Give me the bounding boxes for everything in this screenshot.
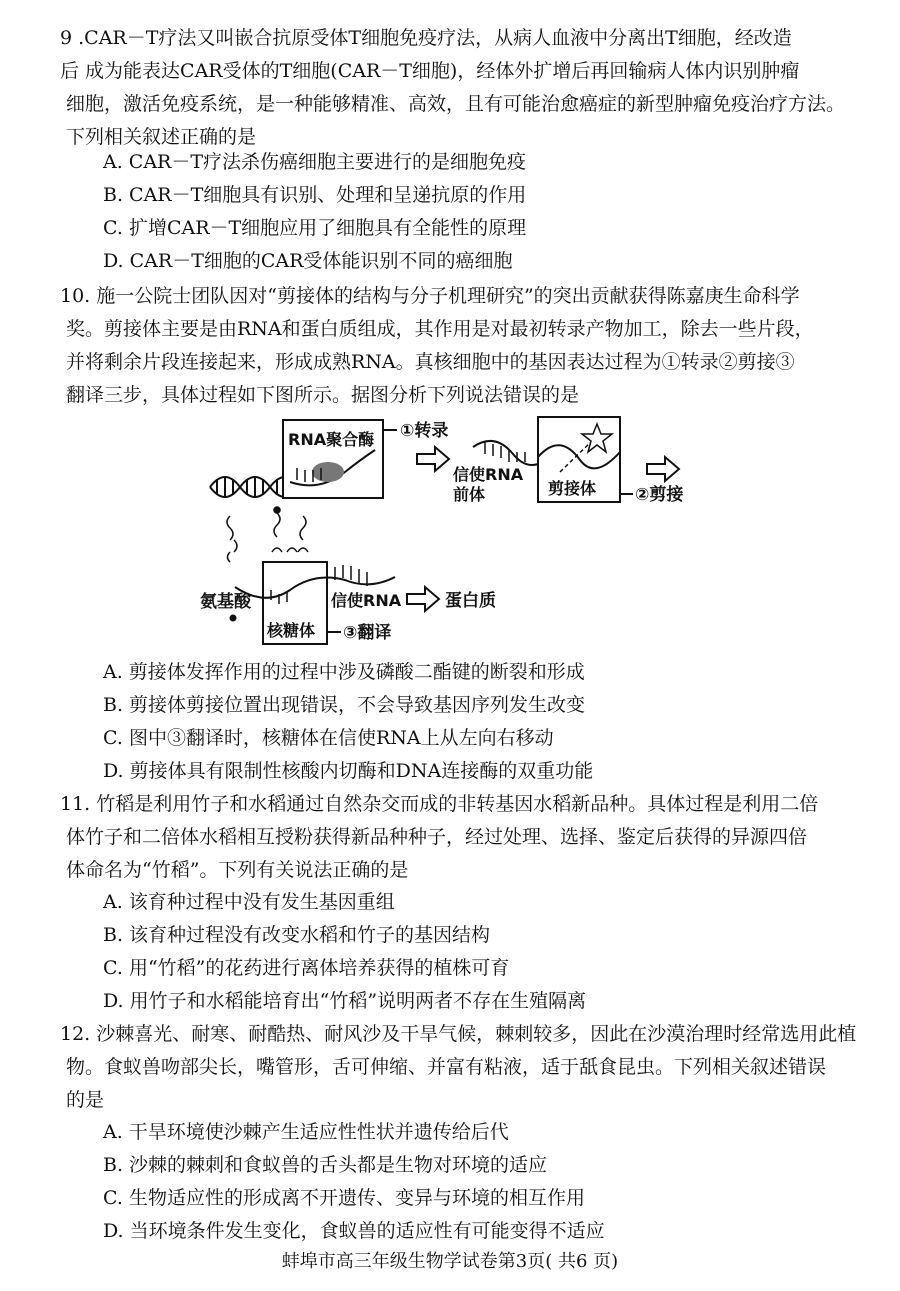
q9-stem-line-3: 细胞，激活免疫系统，是一种能够精准、高效，且有可能治愈癌症的新型肿瘤免疫治疗方法。 — [66, 93, 846, 115]
q11-option-a: A. 该育种过程中没有发生基因重组 — [103, 891, 395, 913]
q10-stem-line-3: 并将剩余片段连接起来，形成成熟RNA。真核细胞中的基因表达过程为①转录②剪接③ — [66, 351, 795, 373]
q9-option-d: D. CAR－T细胞的CAR受体能识别不同的癌细胞 — [103, 250, 513, 272]
q12-stem-line-2: 物。食蚁兽吻部尖长，嘴管形，舌可伸缩、并富有粘液，适于舐食昆虫。下列相关叙述错误 — [66, 1056, 827, 1078]
q10-stem-line-4: 翻译三步，具体过程如下图所示。据图分析下列说法错误的是 — [66, 384, 580, 406]
spliceosome-label: 剪接体 — [548, 479, 597, 498]
q12-stem-line-1: 12. 沙棘喜光、耐寒、耐酷热、耐风沙及干旱气候，棘刺较多，因此在沙漠治理时经常选用此植 — [60, 1023, 857, 1045]
q12-option-a: A. 干旱环境使沙棘产生适应性性状并遗传给后代 — [103, 1121, 509, 1143]
q10-option-b: B. 剪接体剪接位置出现错误，不会导致基因序列发生改变 — [103, 694, 586, 716]
q10-option-d: D. 剪接体具有限制性核酸内切酶和DNA连接酶的双重功能 — [103, 760, 594, 782]
hollow-arrow-icon — [407, 587, 439, 611]
q10-stem-line-2: 奖。剪接体主要是由RNA和蛋白质组成，其作用是对最初转录产物加工，除去一些片段， — [66, 318, 814, 340]
q9-option-b: B. CAR－T细胞具有识别、处理和呈递抗原的作用 — [103, 184, 527, 206]
pre-mrna-label-1: 信使RNA — [453, 465, 524, 484]
gene-expression-diagram — [195, 412, 695, 652]
q9-stem-line-1: 9 .CAR－T疗法又叫嵌合抗原受体T细胞免疫疗法，从病人血液中分离出T细胞，经改造 — [60, 27, 792, 49]
q11-stem-line-1: 11. 竹稻是利用竹子和水稻通过自然杂交而成的非转基因水稻新品种。具体过程是利用二倍 — [60, 793, 819, 815]
mrna-label: 信使RNA — [331, 591, 402, 610]
step-3-label: ③翻译 — [343, 623, 392, 643]
question-9 — [60, 22, 885, 154]
q11-option-b: B. 该育种过程没有改变水稻和竹子的基因结构 — [103, 924, 491, 946]
question-11 — [60, 788, 885, 887]
hollow-arrow-icon — [647, 457, 679, 481]
q9-stem-line-2: 后 成为能表达CAR受体的T细胞(CAR－T细胞)，经体外扩增后再回输病人体内识别肿瘤 — [60, 60, 800, 82]
step-2-label: ②剪接 — [635, 485, 684, 505]
q10-option-a: A. 剪接体发挥作用的过程中涉及磷酸二酯键的断裂和形成 — [103, 661, 585, 683]
question-10 — [60, 280, 885, 412]
amino-acid-dot — [230, 615, 237, 622]
q9-option-a: A. CAR－T疗法杀伤癌细胞主要进行的是细胞免疫 — [103, 151, 527, 173]
page-footer: 蚌埠市高三年级生物学试卷第3页( 共6 页) — [281, 1251, 619, 1272]
q12-option-c: C. 生物适应性的形成离不开遗传、变异与环境的相互作用 — [103, 1187, 585, 1209]
rna-polymerase-label: RNA聚合酶 — [288, 430, 375, 449]
q11-option-c: C. 用“竹稻”的花药进行离体培养获得的植株可育 — [103, 957, 510, 979]
q10-option-c: C. 图中③翻译时，核糖体在信使RNA上从左向右移动 — [103, 727, 554, 749]
q11-stem-line-2: 体竹子和二倍体水稻相互授粉获得新品种种子，经过处理、选择、鉴定后获得的异源四倍 — [66, 826, 808, 848]
q12-option-d: D. 当环境条件发生变化，食蚁兽的适应性有可能变得不适应 — [103, 1220, 605, 1242]
ribosome-label: 核糖体 — [267, 621, 316, 640]
q11-option-d: D. 用竹子和水稻能培育出“竹稻”说明两者不存在生殖隔离 — [103, 990, 587, 1012]
q11-stem-line-3: 体命名为“竹稻”。下列有关说法正确的是 — [66, 859, 409, 881]
hollow-arrow-icon — [417, 447, 449, 471]
protein-label: 蛋白质 — [445, 591, 496, 611]
trna-molecules — [272, 507, 308, 552]
rna-polymerase-enzyme — [312, 462, 344, 482]
q9-option-c: C. 扩增CAR－T细胞应用了细胞具有全能性的原理 — [103, 217, 527, 239]
q12-option-b: B. 沙棘的棘刺和食蚁兽的舌头都是生物对环境的适应 — [103, 1154, 548, 1176]
pre-mrna-label-2: 前体 — [453, 485, 486, 504]
q9-stem-line-4: 下列相关叙述正确的是 — [66, 126, 257, 148]
q10-stem-line-1: 10. 施一公院士团队因对“剪接体的结构与分子机理研究”的突出贡献获得陈嘉庚生命科学 — [60, 285, 800, 307]
amino-acid-label: 氨基酸 — [200, 592, 251, 612]
step-1-label: ①转录 — [400, 421, 449, 441]
q12-stem-line-3: 的是 — [66, 1089, 105, 1111]
question-12 — [60, 1018, 885, 1117]
amino-acid-molecule — [227, 516, 237, 562]
